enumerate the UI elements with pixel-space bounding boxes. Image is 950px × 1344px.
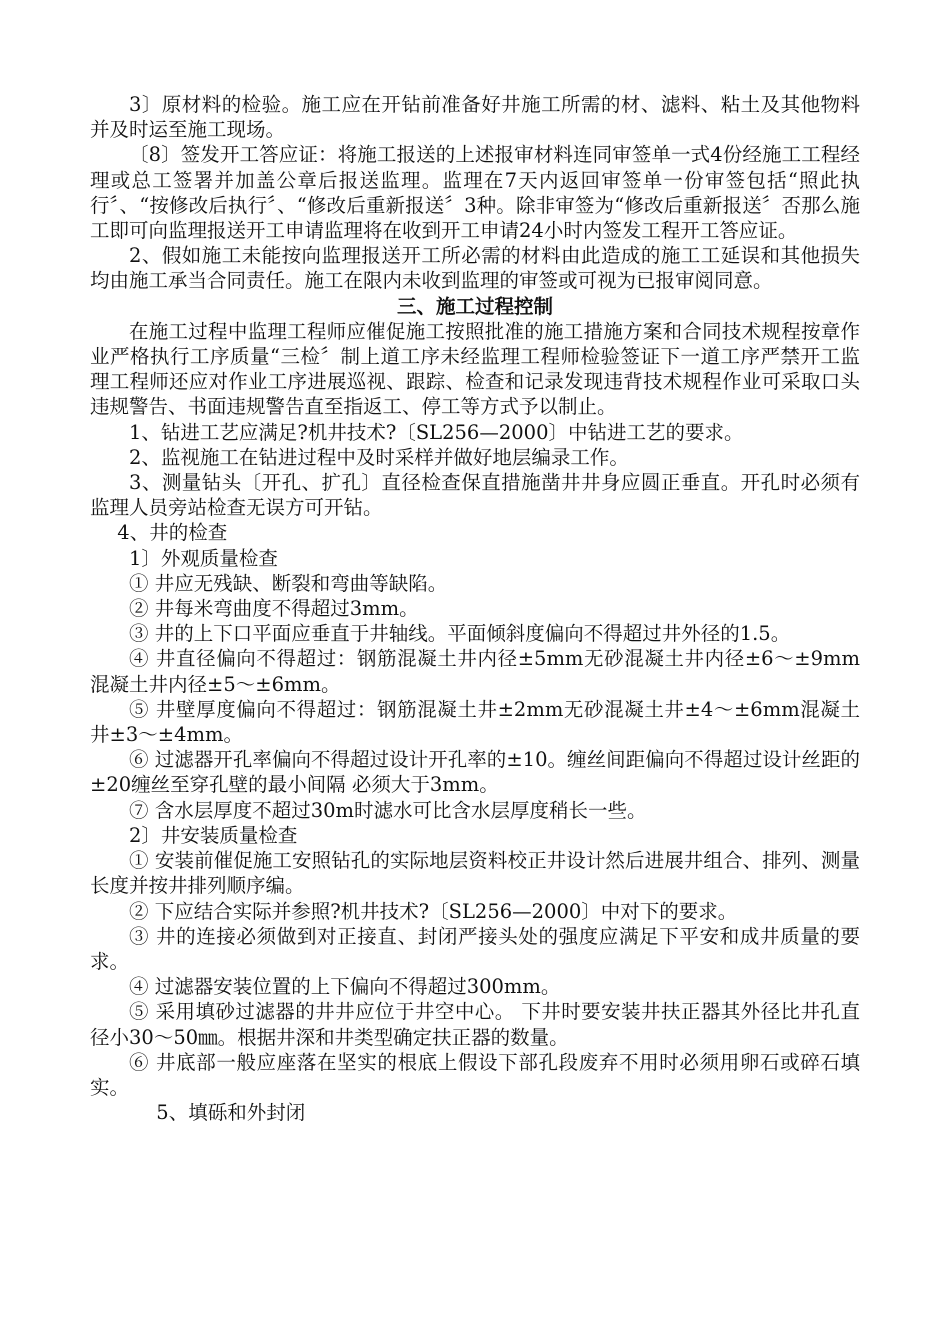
list-item: ④ 过滤器安装位置的上下偏向不得超过300mm。 <box>129 975 561 999</box>
list-item: ① 井应无残缺、断裂和弯曲等缺陷。 <box>129 571 448 595</box>
list-item: ⑥ 过滤器开孔率偏向不得超过设计开孔率的±10。缠丝间距偏向不得超过设计丝距的±20缠丝至穿孔壁的最小间隔 必须大于3mm。 <box>90 748 860 797</box>
list-item: ② 井每米弯曲度不得超过3mm。 <box>129 597 419 621</box>
section-heading-process-control: 三、施工过程控制 <box>396 294 553 318</box>
document-page <box>90 92 860 1125</box>
list-item: ⑤ 采用填砂过滤器的井井应位于井空中心。 下井时要安装井扶正器其外径比井孔直径小30～50㎜。根据井深和井类型确定扶正器的数量。 <box>90 1000 860 1049</box>
paragraph-sampling: 2、监视施工在钻进过程中及时采样并做好地层编录工作。 <box>129 445 629 469</box>
subheading-appearance-quality: 1〕外观质量检查 <box>129 546 278 570</box>
paragraph-start-permit: 〔8〕签发开工答应证：将施工报送的上述报审材料连同审签单一式4份经施工工程经理或总工签署并加盖公章后报送监理。监理在7天内返回审签单一份审签包括“照此执行〞、“按修改后执行〞、“修改后重新报送〞3种。除非审签为“修改后重新报送〞否那么施工即可向监理报送开工申请监理将在收到开工申请24小时内签发工程开工答应证。 <box>90 143 860 243</box>
list-item: ⑤ 井壁厚度偏向不得超过：钢筋混凝土井±2mm无砂混凝土井±4～±6mm混凝土井±3～±4mm。 <box>90 697 860 747</box>
list-item: ① 安装前催促施工安照钻孔的实际地层资料校正井设计然后进展井组合、排列、测量长度并按井排列顺序编。 <box>90 849 860 898</box>
paragraph-raw-material-inspection: 3〕原材料的检验。施工应在开钻前准备好井施工所需的材、滤料、粘土及其他物料并及时运至施工现场。 <box>90 93 860 142</box>
paragraph-delay-liability: 2、假如施工未能按向监理报送开工所必需的材料由此造成的施工工延误和其他损失均由施工承当合同责任。施工在限内未收到监理的审签或可视为已报审阅同意。 <box>90 244 860 293</box>
subheading-installation-quality: 2〕井安装质量检查 <box>129 823 298 847</box>
list-item: ③ 井的上下口平面应垂直于井轴线。平面倾斜度偏向不得超过井外径的1.5。 <box>129 622 791 646</box>
subheading-well-inspection: 4、井的检查 <box>117 521 228 545</box>
paragraph-bit-diameter: 3、测量钻头〔开孔、扩孔〕直径检查保直措施凿井井身应圆正垂直。开孔时必须有监理人员旁站检查无误方可开钻。 <box>90 471 860 520</box>
list-item: ④ 井直径偏向不得超过：钢筋混凝土井内径±5mm无砂混凝土井内径±6～±9mm混凝土井内径±5～±6mm。 <box>90 647 860 696</box>
list-item: ⑦ 含水层厚度不超过30m时滤水可比含水层厚度稍长一些。 <box>129 798 647 822</box>
list-item: ② 下应结合实际并参照?机井技术?〔SL256—2000〕中对下的要求。 <box>129 899 738 923</box>
list-item: ⑥ 井底部一般应座落在坚实的根底上假设下部孔段废弃不用时必须用卵石或碎石填实。 <box>90 1050 860 1099</box>
list-item: ③ 井的连接必须做到对正接直、封闭严接头处的强度应满足下平安和成井质量的要求。 <box>90 924 860 973</box>
paragraph-process-supervision: 在施工过程中监理工程师应催促施工按照批准的施工措施方案和合同技术规程按章作业严格执行工序质量“三检〞制上道工序未经监理工程师检验签证下一道工序严禁开工监理工程师还应对作业工序进展巡视、跟踪、检查和记录发现违背技术规程作业可采取口头违规警告、书面违规警告直至指返工、停工等方式予以制止。 <box>90 319 860 419</box>
paragraph-drilling-process: 1、钻进工艺应满足?机井技术?〔SL256—2000〕中钻进工艺的要求。 <box>129 420 744 444</box>
subheading-gravel-packing: 5、填砾和外封闭 <box>156 1101 306 1125</box>
